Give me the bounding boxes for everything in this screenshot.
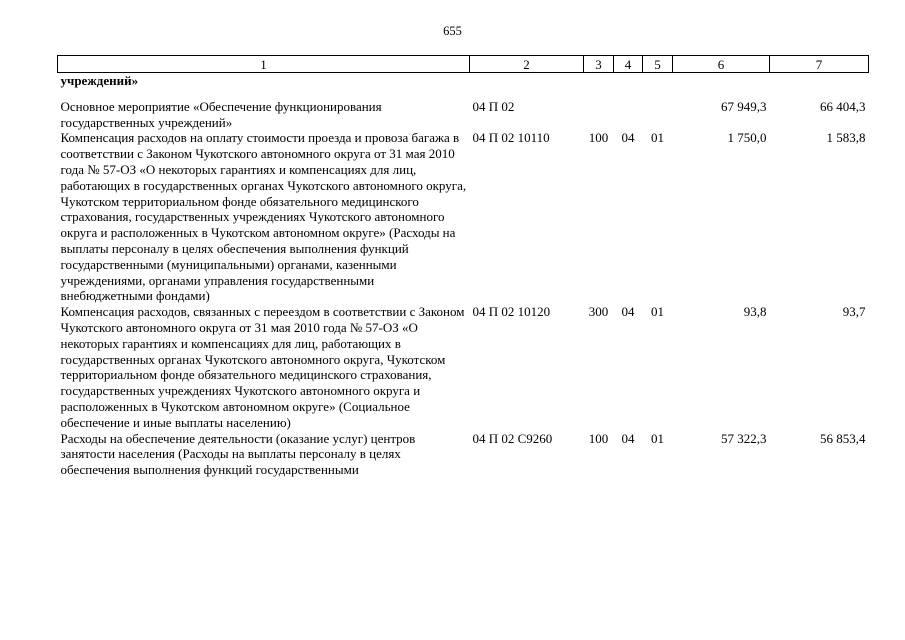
row-name: Компенсация расходов, связанных с переездом в соответствии с Законом Чукотского автономного округа от 31 мая 2010 года № 57-ОЗ «О некоторых гарантиях и компенсациях для лиц, работающих в государственных органах Чукотского автономного округа, Чукотском территориальном фонде обязательного медицинского страхования, государственных учреждениях Чукотского автономного округа и расположенных в Чукотском автономном округе» (Социальное обеспечение и иные выплаты населению) [60, 304, 465, 430]
row-code: 04 П 02 10120 [472, 304, 551, 320]
budget-table [57, 55, 869, 478]
page-number: 655 [443, 24, 462, 38]
row-col3 [584, 99, 614, 131]
row-col4 [614, 73, 643, 99]
column-header-3: 3 [584, 56, 614, 73]
row-col6: 67 949,3 [721, 98, 767, 114]
row-name: Основное мероприятие «Обеспечение функционирования государственных учреждений» [60, 98, 382, 130]
row-col6: 93,8 [743, 304, 767, 320]
table-row [58, 304, 869, 430]
table-row [58, 73, 869, 99]
row-code: 04 П 02 С9260 [472, 430, 553, 446]
row-col3: 100 [588, 430, 609, 446]
row-col7: 66 404,3 [820, 98, 866, 114]
row-col3 [584, 73, 614, 99]
column-header-1: 1 [58, 56, 470, 73]
row-col6: 57 322,3 [721, 430, 767, 446]
row-col4: 04 [621, 430, 635, 446]
row-name: учреждений» [60, 73, 139, 88]
row-name: Расходы на обеспечение деятельности (оказание услуг) центров занятости населения (Расходы на выплаты персоналу в целях обеспечения выполнения функций государственными [60, 430, 416, 478]
row-code [470, 73, 584, 99]
row-col3: 100 [588, 130, 609, 146]
table-row [58, 431, 869, 478]
row-col5 [643, 73, 673, 99]
row-col6: 1 750,0 [727, 130, 767, 146]
column-header-7: 7 [770, 56, 869, 73]
table-row [58, 99, 869, 131]
row-col4: 04 [621, 304, 635, 320]
table-row [58, 130, 869, 304]
row-name: Компенсация расходов на оплату стоимости проезда и провоза багажа в соответствии с Законом Чукотского автономного округа от 31 мая 2010 года № 57-ОЗ «О некоторых гарантиях и компенсациях для лиц, работающих в государственных органах Чукотского автономного округа, Чукотском территориальном фонде обязательного медицинского страхования, государственных учреждениях Чукотского автономного округа и расположенных в Чукотском автономном округе» (Расходы на выплаты персоналу в целях обеспечения выполнения функций государственными (муниципальными) органами, казенными учреждениями, органами управления государственными внебюджетными фондами) [60, 130, 467, 304]
column-header-5: 5 [643, 56, 673, 73]
row-col7: 56 853,4 [820, 430, 866, 446]
column-header-2: 2 [470, 56, 584, 73]
column-header-4: 4 [614, 56, 643, 73]
row-col5 [643, 99, 673, 131]
header-row [58, 56, 869, 73]
row-col5: 01 [651, 430, 664, 446]
row-code: 04 П 02 10110 [472, 130, 550, 146]
row-col5: 01 [651, 304, 664, 320]
row-col4: 04 [621, 130, 635, 146]
row-col6 [673, 73, 770, 99]
row-col7: 1 583,8 [826, 130, 866, 146]
row-code: 04 П 02 [472, 98, 515, 114]
row-col7 [770, 73, 869, 99]
row-col7: 93,7 [842, 304, 866, 320]
row-col3: 300 [588, 304, 609, 320]
row-col5: 01 [651, 130, 664, 146]
column-header-6: 6 [673, 56, 770, 73]
row-col4 [614, 99, 643, 131]
